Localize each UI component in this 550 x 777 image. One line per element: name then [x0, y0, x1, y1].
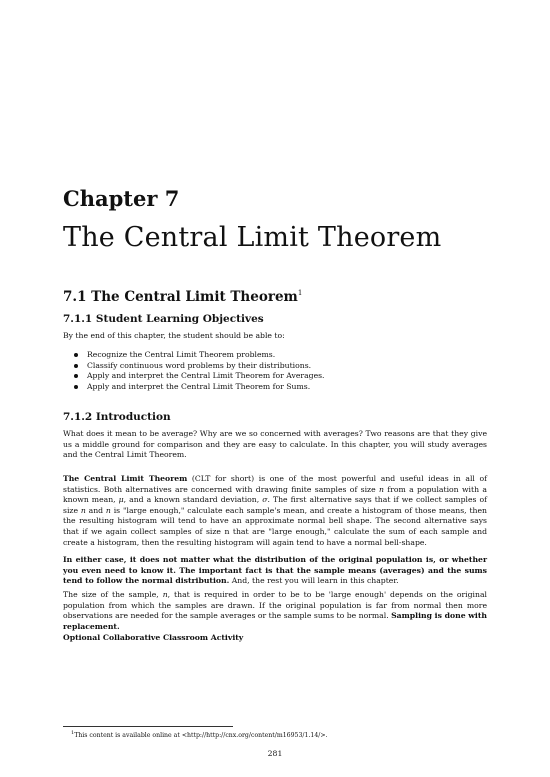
- objectives-list: [73, 350, 483, 392]
- list-item: Apply and interpret the Central Limit Theorem for Averages.: [73, 371, 483, 382]
- footnote-text[interactable]: This content is available online at <http://http://cnx.org/content/m16953/1.14/>.: [74, 732, 328, 739]
- introduction-paragraph-3: In either case, it does not matter what the distribution of the original population is, or whether you even need to know it. The important fact is that the sample means (averages) and the sums tend to follow the normal distribution. And, the rest you will learn in this chapter.: [63, 555, 487, 586]
- objectives-heading: 7.1.1 Student Learning Objectives: [63, 313, 264, 325]
- section-heading: [63, 289, 302, 305]
- page-number: 281: [267, 749, 283, 758]
- footnote-marker: 1: [71, 730, 75, 736]
- footnote-divider: [63, 726, 233, 727]
- list-item: Recognize the Central Limit Theorem problems.: [73, 350, 483, 361]
- list-item: Classify continuous word problems by their distributions.: [73, 361, 483, 372]
- footnote-reference[interactable]: 1: [297, 289, 303, 297]
- introduction-heading: 7.1.2 Introduction: [63, 411, 171, 423]
- bullet-icon: [74, 385, 78, 389]
- activity-heading: Optional Collaborative Classroom Activity: [63, 633, 244, 642]
- bullet-icon: [74, 374, 78, 378]
- footnote: [71, 729, 328, 740]
- list-item: Apply and interpret the Central Limit Theorem for Sums.: [73, 382, 483, 393]
- introduction-paragraph-2: The Central Limit Theorem (CLT for short) is one of the most powerful and useful ideas in all of statistics. Both alternatives are concerned with drawing finite samples of size n from a population with a known mean, μ, and a known standard deviation, σ. The first alternative says that if we collect samples of size n and n is "large enough," calculate each sample's mean, and create a histogram of those means, then the resulting histogram will tend to have an approximate normal bell shape. The second alternative says that if we again collect samples of size n that are "large enough," calculate the sum of each sample and create a histogram, then the resulting histogram will again tend to have a normal bell-shape.: [63, 474, 488, 547]
- bullet-icon: [74, 353, 78, 357]
- section-heading-text: 7.1 The Central Limit Theorem: [63, 289, 298, 305]
- bullet-icon: [74, 364, 78, 368]
- objectives-intro: By the end of this chapter, the student should be able to:: [63, 331, 285, 340]
- introduction-paragraph-1: What does it mean to be average? Why are we so concerned with averages? Two reasons are that they give us a middle ground for comparison and they are easy to calculate. In this chapter, you will study averages and the Central Limit Theorem.: [63, 429, 487, 460]
- chapter-label: Chapter 7: [63, 186, 180, 211]
- chapter-title: The Central Limit Theorem: [63, 222, 442, 253]
- introduction-paragraph-4: The size of the sample, n, that is required in order to be to be 'large enough' depends on the original population from which the samples are drawn. If the original population is far from normal then more observations are needed for the sample averages or the sample sums to be normal. Sampling is done with replacement.: [63, 590, 488, 631]
